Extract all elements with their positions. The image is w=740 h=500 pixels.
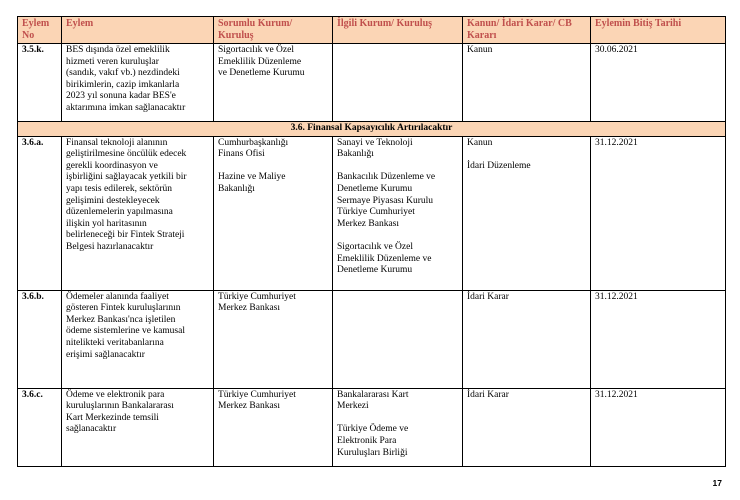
text-line: Elektronik Para xyxy=(337,435,397,446)
action-description xyxy=(62,136,214,290)
text-line: ödeme sistemlerine ve kamusal xyxy=(66,326,185,337)
deadline: 31.12.2021 xyxy=(591,290,726,388)
header-no: Eylem No xyxy=(18,17,62,44)
page-number: 17 xyxy=(712,478,722,488)
text-line: kuruluşlarının Bankalararası xyxy=(66,401,174,412)
text-line: Kanun xyxy=(467,137,493,148)
table-row xyxy=(18,136,726,290)
text-line: Denetleme Kurumu xyxy=(337,265,413,276)
text-line: Sermaye Piyasası Kurulu xyxy=(337,195,434,206)
text-line: Merkez Bankası xyxy=(337,218,399,229)
text-line: Ödemeler alanında faaliyet xyxy=(66,291,169,302)
text-line: Emeklilik Düzenleme xyxy=(218,56,302,67)
text-line: ve Denetleme Kurumu xyxy=(218,68,305,79)
header-responsible: Sorumlu Kurum/ Kuruluş xyxy=(214,17,333,44)
deadline: 30.06.2021 xyxy=(591,44,726,122)
action-no: 3.6.b. xyxy=(18,290,62,388)
text-line: Finansal teknoloji alanının xyxy=(66,137,168,148)
responsible-institution xyxy=(214,388,333,466)
action-description xyxy=(62,388,214,466)
header-row xyxy=(18,17,726,44)
table-row xyxy=(18,290,726,388)
table-row xyxy=(18,388,726,466)
text-line: yapı tesis edilerek, sektörün xyxy=(66,183,173,194)
spacer xyxy=(337,413,458,425)
text-line: hizmeti veren kuruluşlar xyxy=(66,56,159,67)
text-line: belirleneceği bir Fintek Strateji xyxy=(66,230,185,241)
text-line: nitelikteki veritabanlarına xyxy=(66,337,164,348)
responsible-institution xyxy=(214,44,333,122)
text-line: Denetleme Kurumu xyxy=(337,183,413,194)
text-line: Belgesi hazırlanacaktır xyxy=(66,241,154,252)
related-institution xyxy=(333,44,463,122)
related-institution xyxy=(333,136,463,290)
text-line: Merkezi xyxy=(337,401,369,412)
text-line: Bakanlığı xyxy=(218,183,255,194)
text-line: (sandık, vakıf vb.) nezdindeki xyxy=(66,68,180,79)
action-no: 3.6.c. xyxy=(18,388,62,466)
text-line: Emeklilik Düzenleme ve xyxy=(337,253,432,264)
text-line: ilişkin yol haritasının xyxy=(66,218,147,229)
text-line: Kart Merkezinde temsili xyxy=(66,412,159,423)
text-line: Bankalararası Kart xyxy=(337,389,409,400)
action-no: 3.6.a. xyxy=(18,136,62,290)
text-line: Türkiye Cumhuriyet xyxy=(218,291,296,302)
spacer xyxy=(337,230,458,242)
text-line: Kuruluşları Birliği xyxy=(337,447,408,458)
spacer xyxy=(467,149,586,161)
deadline: 31.12.2021 xyxy=(591,388,726,466)
law-type: Kanun xyxy=(463,44,591,122)
text-line: Merkez Bankası xyxy=(218,401,280,412)
law-type xyxy=(463,136,591,290)
header-action: Eylem xyxy=(62,17,214,44)
text-line: Sigortacılık ve Özel xyxy=(218,45,294,55)
section-title: 3.6. Finansal Kapsayıcılık Artırılacaktır xyxy=(18,122,726,137)
law-type: İdari Karar xyxy=(463,290,591,388)
text-line: erişimi sağlanacaktır xyxy=(66,349,145,360)
header-law: Kanun/ İdari Karar/ CB Kararı xyxy=(463,17,591,44)
text-line: BES dışında özel emeklilik xyxy=(66,45,170,55)
text-line: Türkiye Cumhuriyet xyxy=(337,207,415,218)
spacer xyxy=(337,161,458,173)
text-line: Sanayi ve Teknoloji xyxy=(337,137,413,148)
text-line: düzenlemelerin yapılmasına xyxy=(66,207,173,218)
text-line: geliştirilmesine öncülük edecek xyxy=(66,149,187,160)
law-type: İdari Karar xyxy=(463,388,591,466)
text-line: işbirliğini sağlayacak yetkili bir xyxy=(66,172,187,183)
text-line: Bakanlığı xyxy=(337,149,374,160)
text-line: gelişimini destekleyecek xyxy=(66,195,160,206)
text-line: aktarımına imkan sağlanacaktır xyxy=(66,102,186,113)
responsible-institution xyxy=(214,136,333,290)
deadline: 31.12.2021 xyxy=(591,136,726,290)
header-related: İlgili Kurum/ Kuruluş xyxy=(333,17,463,44)
section-header-row xyxy=(18,122,726,137)
text-line: Merkez Bankası xyxy=(218,303,280,314)
text-line: Finans Ofisi xyxy=(218,149,265,160)
text-line: Türkiye Cumhuriyet xyxy=(218,389,296,400)
action-description xyxy=(62,44,214,122)
text-line: gösteren Fintek kuruluşlarının xyxy=(66,303,181,314)
text-line: Merkez Bankası'nca işletilen xyxy=(66,314,176,325)
header-deadline: Eylemin Bitiş Tarihi xyxy=(591,17,726,44)
text-line: sağlanacaktır xyxy=(66,424,117,435)
responsible-institution xyxy=(214,290,333,388)
related-institution xyxy=(333,388,463,466)
action-no: 3.5.k. xyxy=(18,44,62,122)
text-line: 2023 yıl sonuna kadar BES'e xyxy=(66,91,176,102)
text-line: İdari Düzenleme xyxy=(467,160,531,171)
text-line: gerekli koordinasyon ve xyxy=(66,160,158,171)
text-line: birikimlerin, cazip imkanlarla xyxy=(66,79,180,90)
action-plan-table xyxy=(17,16,726,467)
text-line: Ödeme ve elektronik para xyxy=(66,389,165,400)
text-line: Hazine ve Maliye xyxy=(218,172,286,183)
spacer xyxy=(218,161,328,173)
table-row xyxy=(18,44,726,122)
related-institution xyxy=(333,290,463,388)
action-description xyxy=(62,290,214,388)
text-line: Bankacılık Düzenleme ve xyxy=(337,172,436,183)
text-line: Türkiye Ödeme ve xyxy=(337,424,409,435)
text-line: Cumhurbaşkanlığı xyxy=(218,137,289,148)
text-line: Sigortacılık ve Özel xyxy=(337,241,413,252)
